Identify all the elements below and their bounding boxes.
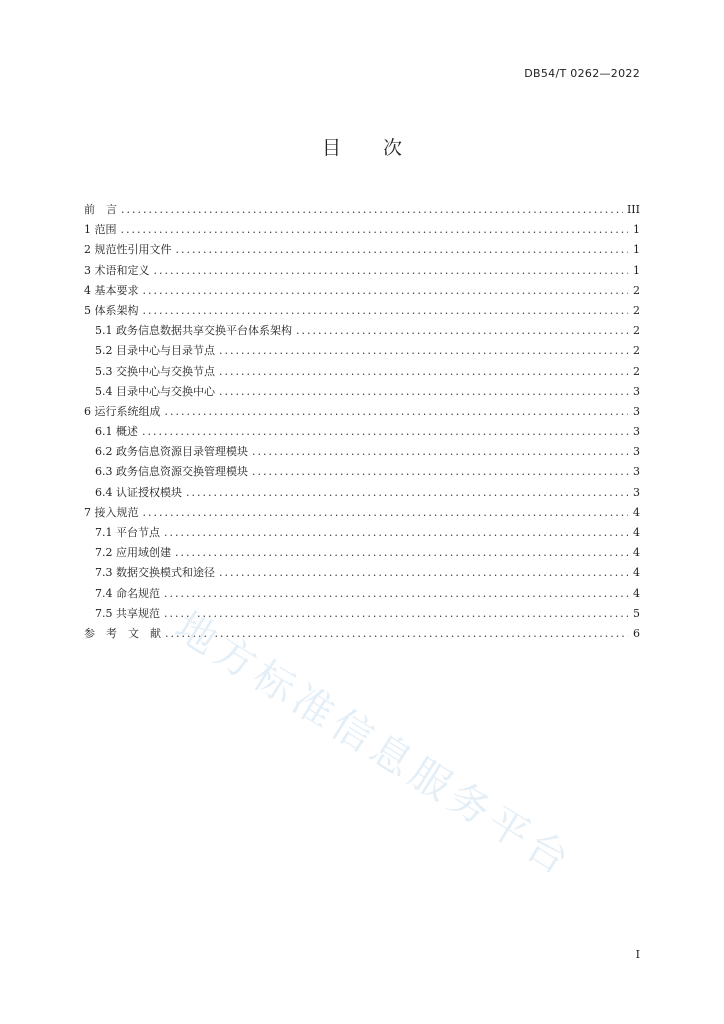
toc-entry[interactable]: [84, 483, 640, 503]
toc-entry-label: 1 范围: [84, 223, 117, 237]
toc-entry-page: 3: [633, 445, 640, 459]
toc-leader-dots: [121, 200, 623, 220]
toc-entry-label: 7 接入规范: [84, 505, 139, 519]
toc-entry[interactable]: [84, 321, 640, 341]
title-char-2: 次: [383, 137, 403, 159]
toc-leader-dots: [186, 483, 628, 503]
toc-entry-label: 参 考 文 献: [84, 626, 161, 640]
toc-entry-page: 6: [633, 626, 640, 640]
title-char-1: 目: [321, 137, 341, 159]
document-code: DB54/T 0262—2022: [524, 67, 640, 80]
toc-entry-page: 1: [633, 243, 640, 257]
toc-entry[interactable]: [84, 341, 640, 361]
toc-entry-page: 1: [633, 263, 640, 277]
toc-entry-page: 3: [633, 384, 640, 398]
toc-entry[interactable]: [84, 462, 640, 482]
toc-leader-dots: [219, 563, 628, 583]
toc-entry-page: 3: [633, 465, 640, 479]
toc-leader-dots: [219, 341, 628, 361]
toc-entry[interactable]: [84, 402, 640, 422]
toc-entry-label: 4 基本要求: [84, 283, 139, 297]
toc-entry-page: 2: [633, 283, 640, 297]
toc-entry-label: 6.3 政务信息资源交换管理模块: [95, 465, 248, 479]
toc-entry[interactable]: [84, 301, 640, 321]
toc-entry-label: 5 体系架构: [84, 303, 139, 317]
toc-leader-dots: [165, 402, 629, 422]
toc-entry-label: 5.3 交换中心与交换节点: [95, 364, 215, 378]
toc-entry[interactable]: [84, 200, 640, 220]
toc-entry[interactable]: [84, 362, 640, 382]
toc-leader-dots: [142, 422, 628, 442]
footer-page-number: I: [635, 948, 640, 961]
toc-entry[interactable]: [84, 523, 640, 543]
toc-entry-label: 3 术语和定义: [84, 263, 150, 277]
toc-entry[interactable]: [84, 584, 640, 604]
table-of-contents: [84, 200, 640, 644]
toc-entry-label: 7.1 平台节点: [95, 526, 160, 539]
toc-entry[interactable]: [84, 240, 640, 260]
toc-entry[interactable]: [84, 543, 640, 563]
toc-entry-page: III: [626, 203, 640, 216]
toc-entry[interactable]: [84, 604, 640, 624]
toc-entry-label: 6 运行系统组成: [84, 404, 161, 418]
toc-leader-dots: [143, 503, 629, 523]
toc-leader-dots: [296, 321, 628, 341]
toc-leader-dots: [121, 220, 629, 240]
toc-entry-label: 5.2 目录中心与目录节点: [95, 344, 215, 358]
toc-entry-label: 6.4 认证授权模块: [95, 485, 182, 499]
toc-entry-page: 3: [633, 485, 640, 499]
toc-leader-dots: [219, 362, 628, 382]
toc-entry-page: 5: [633, 606, 640, 620]
toc-entry-page: 3: [633, 404, 640, 418]
toc-entry-label: 6.1 概述: [95, 425, 138, 439]
toc-leader-dots: [143, 301, 629, 321]
toc-entry[interactable]: [84, 220, 640, 240]
toc-entry-page: 3: [633, 425, 640, 439]
toc-leader-dots: [164, 523, 628, 543]
toc-leader-dots: [164, 584, 628, 604]
toc-entry[interactable]: [84, 442, 640, 462]
toc-entry-page: 4: [633, 505, 640, 519]
toc-entry-label: 5.4 目录中心与交换中心: [95, 384, 215, 398]
watermark: 地方标准信息服务平台: [166, 603, 582, 887]
toc-entry-page: 4: [633, 526, 640, 539]
toc-entry-label: 7.4 命名规范: [95, 586, 160, 600]
toc-entry-page: 2: [633, 344, 640, 358]
toc-entry-page: 2: [633, 364, 640, 378]
toc-entry[interactable]: [84, 281, 640, 301]
toc-entry-page: 4: [633, 566, 640, 580]
toc-entry-label: 7.5 共享规范: [95, 606, 160, 620]
toc-entry-label: 2 规范性引用文件: [84, 243, 172, 257]
toc-entry[interactable]: [84, 563, 640, 583]
toc-leader-dots: [252, 442, 628, 462]
toc-leader-dots: [176, 240, 629, 260]
toc-entry-page: 2: [633, 324, 640, 338]
toc-leader-dots: [252, 462, 628, 482]
toc-entry[interactable]: [84, 422, 640, 442]
toc-entry[interactable]: [84, 261, 640, 281]
toc-leader-dots: [219, 382, 628, 402]
toc-entry-label: 5.1 政务信息数据共享交换平台体系架构: [95, 324, 292, 338]
toc-entry[interactable]: [84, 503, 640, 523]
toc-entry-label: 前 言: [84, 203, 117, 216]
toc-entry-page: 1: [633, 223, 640, 237]
toc-entry-label: 7.2 应用域创建: [95, 546, 171, 560]
toc-entry-page: 4: [633, 586, 640, 600]
toc-leader-dots: [175, 543, 628, 563]
toc-entry-page: 4: [633, 546, 640, 560]
toc-entry-label: 7.3 数据交换模式和途径: [95, 566, 215, 580]
toc-entry[interactable]: [84, 382, 640, 402]
toc-leader-dots: [143, 281, 629, 301]
toc-entry-label: 6.2 政务信息资源目录管理模块: [95, 445, 248, 459]
toc-entry-page: 2: [633, 303, 640, 317]
page-title: [0, 133, 724, 160]
toc-leader-dots: [154, 261, 629, 281]
